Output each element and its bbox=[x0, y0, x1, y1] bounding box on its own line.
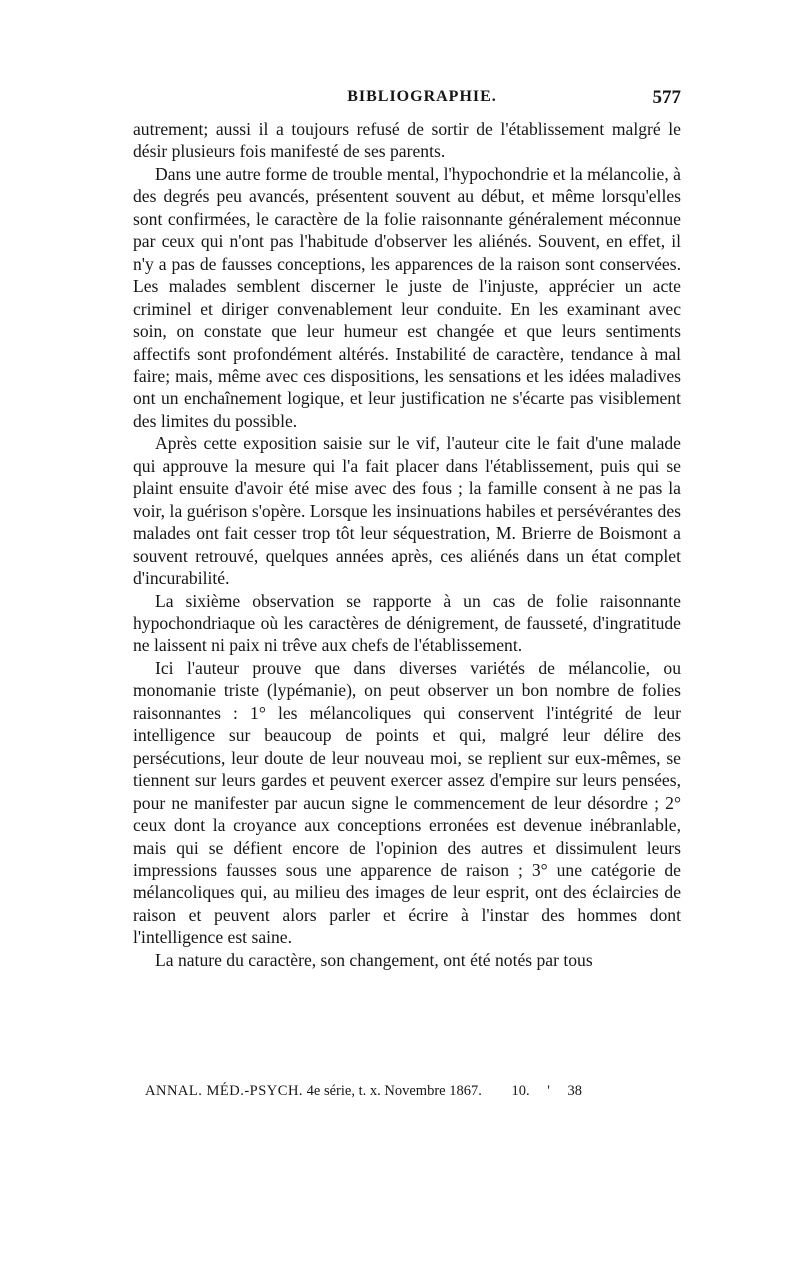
running-head: BIBLIOGRAPHIE. bbox=[347, 88, 497, 105]
page-footer bbox=[145, 1083, 675, 1100]
body-text bbox=[133, 118, 681, 971]
paragraph-6: La nature du caractère, son changement, ont été notés par tous bbox=[155, 949, 593, 970]
footer-journal: ANNAL. MÉD.-PSYCH. bbox=[145, 1083, 304, 1099]
page-header bbox=[133, 88, 681, 118]
paragraph-1: autrement; aussi il a toujours refusé de sortir de l'établissement malgré le désir plusieurs fois manifesté de ses parents. bbox=[133, 119, 681, 162]
footer-sheet: 10. bbox=[511, 1083, 530, 1099]
page bbox=[133, 87, 681, 1099]
footer-signature-number: 38 bbox=[567, 1083, 582, 1099]
paragraph-3: Après cette exposition saisie sur le vif, l'auteur cite le fait d'une malade qui approuve la mesure qui l'a fait placer dans l'établissement, puis qui se plaint ensuite d'avoir été mise avec des fous ; la famille consent à ne pas la voir, la guérison s'opère. Lorsque les insinuations habiles et persévérantes des malades ont fait cesser trop tôt leur séquestration, M. Brierre de Boismont a souvent retrouvé, quelques années après, ces aliénés dans un état complet d'incurabilité. bbox=[133, 433, 681, 589]
footer-signature-mark: ' bbox=[547, 1083, 550, 1099]
paragraph-4: La sixième observation se rapporte à un cas de folie raisonnante hypochondriaque où les caractères de dénigrement, de fausseté, d'ingratitude ne laissent ni paix ni trêve aux chefs de l'établissement. bbox=[133, 590, 681, 656]
page-number: 577 bbox=[652, 87, 681, 108]
footer-series: 4e série, t. x. Novembre 1867. bbox=[306, 1083, 482, 1099]
paragraph-2: Dans une autre forme de trouble mental, l'hypochondrie et la mélancolie, à des degrés peu avancés, présentent souvent au début, et même lorsqu'elles sont confirmées, le caractère de la folie raisonnante généralement méconnue par ceux qui n'ont pas l'habitude d'observer les aliénés. Souvent, en effet, il n'y a pas de fausses conceptions, les apparences de la raison sont conservées. Les malades semblent discerner le juste de l'injuste, apprécier un acte criminel et diriger convenablement leur conduite. En les examinant avec soin, on constate que leur humeur est changée et que leurs sentiments affectifs sont profondément altérés. Instabilité de caractère, tendance à mal faire; mais, même avec ces dispositions, les sensations et les idées maladives ont un enchaînement logique, et leur justification ne s'écarte pas visiblement des limites du possible. bbox=[133, 163, 681, 431]
paragraph-5: Ici l'auteur prouve que dans diverses variétés de mélancolie, ou monomanie triste (lypémanie), on peut observer un bon nombre de folies raisonnantes : 1° les mélancoliques qui conservent l'intégrité de leur intelligence sur beaucoup de points et qui, malgré leur délire des persécutions, leur doute de leur nouveau moi, se replient sur eux-mêmes, se tiennent sur leurs gardes et peuvent exercer assez d'empire sur leurs pensées, pour ne manifester par aucun signe le commencement de leur désordre ; 2° ceux dont la croyance aux conceptions erronées est devenue inébranlable, mais qui se défient encore de l'opinion des autres et dissimulent leurs impressions fausses sous une apparence de raison ; 3° une catégorie de mélancoliques qui, au milieu des images de leur esprit, ont des éclaircies de raison et peuvent alors parler et écrire à l'instar des hommes dont l'intelligence est saine. bbox=[133, 657, 681, 948]
